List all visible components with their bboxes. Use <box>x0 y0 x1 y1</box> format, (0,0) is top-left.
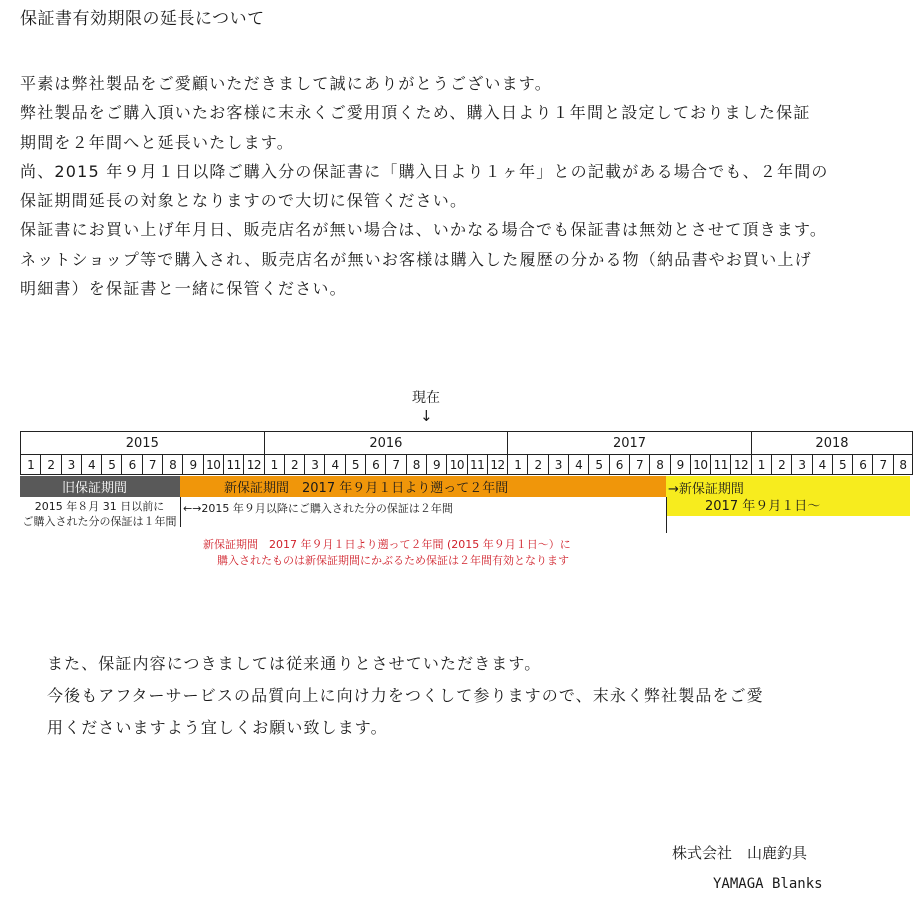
month-cell: 5 <box>345 455 365 474</box>
old-warranty-bar <box>20 476 180 497</box>
month-cell: 4 <box>812 455 832 474</box>
month-cell: 3 <box>61 455 81 474</box>
new-warranty-label: 新保証期間 2017 年９月１日より遡って２年間 <box>224 481 509 496</box>
month-cell: 3 <box>548 455 568 474</box>
month-cell: 11 <box>710 455 730 474</box>
month-cell: 9 <box>670 455 690 474</box>
month-cell: 12 <box>487 455 507 474</box>
month-cell: 1 <box>507 455 527 474</box>
month-cell: 9 <box>182 455 202 474</box>
future-warranty-label: →新保証期間 <box>668 482 744 497</box>
old-warranty-note <box>12 499 187 529</box>
month-cell: 2 <box>284 455 304 474</box>
month-cell: 8 <box>162 455 182 474</box>
month-cell: 3 <box>304 455 324 474</box>
month-cell: 6 <box>121 455 141 474</box>
old-note-line: 2015 年８月 31 日以前に <box>34 500 165 513</box>
now-arrow-icon: ↓ <box>420 407 433 425</box>
month-row <box>20 455 913 475</box>
month-cell: 2 <box>40 455 60 474</box>
closing-line: また、保証内容につきましては従来通りとさせていただきます。 <box>47 654 542 673</box>
month-cell: 5 <box>832 455 852 474</box>
closing-line: 用くださいますよう宜しくお願い致します。 <box>47 718 388 737</box>
month-cell: 1 <box>264 455 284 474</box>
paragraph-line: 期間を２年間へと延長いたします。 <box>20 132 294 152</box>
month-cell: 5 <box>588 455 608 474</box>
month-cell: 12 <box>243 455 263 474</box>
new-warranty-note: ←→2015 年９月以降にご購入された分の保証は２年間 <box>183 502 453 515</box>
red-note-line: 新保証期間 2017 年９月１日より遡って２年間 (2015 年９月１日〜）に <box>203 538 571 551</box>
year-2018: 2018 <box>751 432 913 454</box>
paragraph-line: 保証書にお買い上げ年月日、販売店名が無い場合は、いかなる場合でも保証書は無効とさせて頂きます。 <box>20 220 828 240</box>
brand-name: YAMAGA Blanks <box>713 876 823 892</box>
paragraph-line: 明細書）を保証書と一緒に保管ください。 <box>20 279 347 299</box>
month-cell: 10 <box>446 455 466 474</box>
page-title: 保証書有効期限の延長について <box>20 9 265 29</box>
paragraph-line: ネットショップ等で購入され、販売店名が無いお客様は購入した履歴の分かる物（納品書やお買い上げ <box>20 249 812 269</box>
month-cell: 8 <box>406 455 426 474</box>
year-row <box>20 431 913 455</box>
month-cell: 5 <box>101 455 121 474</box>
month-cell: 4 <box>568 455 588 474</box>
divider-line <box>666 497 667 533</box>
month-cell: 10 <box>203 455 223 474</box>
month-cell: 9 <box>426 455 446 474</box>
closing-text <box>47 648 764 744</box>
month-cell: 3 <box>791 455 811 474</box>
now-label: 現在 <box>412 390 440 406</box>
month-cell: 4 <box>81 455 101 474</box>
red-note-line: 購入されたものは新保証期間にかぶるため保証は２年間有効となります <box>217 554 569 567</box>
month-cell: 11 <box>223 455 243 474</box>
intro-text <box>20 69 915 303</box>
paragraph-line: 保証期間延長の対象となりますので大切に保管ください。 <box>20 191 468 211</box>
month-cell: 12 <box>730 455 750 474</box>
closing-line: 今後もアフターサービスの品質向上に向け力をつくして参りますので、末永く弊社製品をご愛 <box>47 686 764 705</box>
month-cell: 6 <box>609 455 629 474</box>
red-note <box>203 537 571 569</box>
paragraph-line: 弊社製品をご購入頂いたお客様に末永くご愛用頂くため、購入日より１年間と設定しておりました保証 <box>20 103 811 123</box>
paragraph-line: 尚、2015 年９月１日以降ご購入分の保証書に「購入日より１ヶ年」との記載がある場合でも、２年間の <box>20 161 829 181</box>
month-cell: 7 <box>142 455 162 474</box>
year-2015: 2015 <box>20 432 264 454</box>
month-cell: 7 <box>385 455 405 474</box>
month-cell: 4 <box>324 455 344 474</box>
month-cell: 1 <box>751 455 771 474</box>
month-cell: 2 <box>771 455 791 474</box>
month-cell: 11 <box>467 455 487 474</box>
new-warranty-bar <box>180 476 666 497</box>
month-cell: 8 <box>893 455 913 474</box>
old-warranty-label: 旧保証期間 <box>62 481 128 496</box>
month-cell: 6 <box>365 455 385 474</box>
month-cell: 10 <box>690 455 710 474</box>
month-cell: 7 <box>629 455 649 474</box>
month-cell: 2 <box>527 455 547 474</box>
month-cell: 7 <box>872 455 892 474</box>
month-cell: 1 <box>20 455 40 474</box>
year-2016: 2016 <box>264 432 508 454</box>
paragraph-line: 平素は弊社製品をご愛顧いただきまして誠にありがとうございます。 <box>20 74 552 93</box>
month-cell: 6 <box>852 455 872 474</box>
old-note-line: ご購入された分の保証は１年間 <box>22 515 177 528</box>
year-2017: 2017 <box>507 432 751 454</box>
company-name: 株式会社 山鹿釣具 <box>672 844 808 862</box>
month-cell: 8 <box>649 455 669 474</box>
future-warranty-date: 2017 年９月１日〜 <box>705 499 821 514</box>
